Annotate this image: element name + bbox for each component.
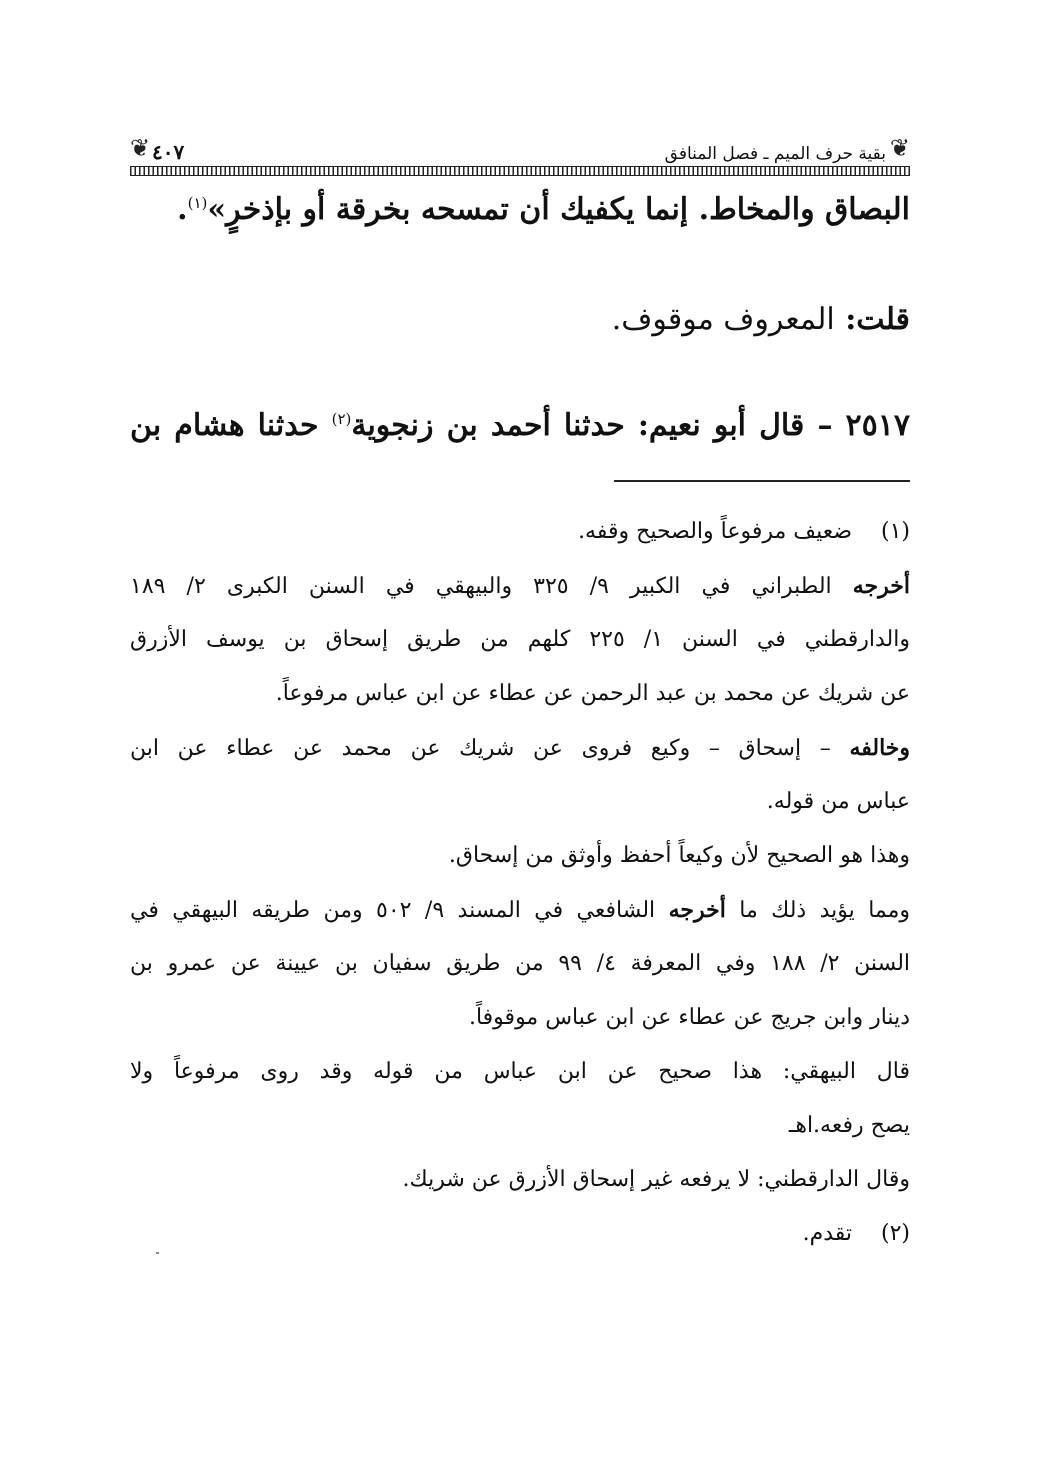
main-text-line: قلت: المعروف موقوف. bbox=[611, 302, 910, 337]
footnote-line: وقال الدارقطني: لا يرفعه غير إسحاق الأزرق عن شريك. bbox=[402, 1167, 910, 1192]
footnote-line: عباس من قوله. bbox=[766, 789, 910, 814]
footnote-line: ومما يؤيد ذلك ما أخرجه الشافعي في المسند ٩/ ٥٠٢ ومن طريقه البيهقي في bbox=[130, 897, 911, 923]
footnote-line: السنن ٢/ ١٨٨ وفي المعرفة ٤/ ٩٩ من طريق سفيان بن عيينة عن عمرو بن bbox=[130, 951, 911, 976]
footnote-ref: (١) bbox=[187, 194, 208, 212]
page-number: ٤٠٧ bbox=[152, 140, 185, 164]
ornament-icon: ❦ bbox=[889, 134, 910, 162]
footnote-separator bbox=[614, 480, 910, 482]
footnote-line: أخرجه الطبراني في الكبير ٩/ ٣٢٥ والبيهقي في السنن الكبرى ٢/ ١٨٩ bbox=[130, 573, 910, 599]
footnote-line: وخالفه – إسحاق – وكيع فروى عن شريك عن محمد عن عطاء عن ابن bbox=[130, 735, 910, 761]
ornament-icon: ❦ bbox=[130, 134, 151, 162]
header-divider bbox=[130, 166, 910, 176]
footnote-line: عن شريك عن محمد بن عبد الرحمن عن عطاء عن ابن عباس مرفوعاً. bbox=[275, 681, 910, 706]
footnote-marker: (١) bbox=[880, 519, 910, 544]
speck-mark bbox=[156, 1252, 159, 1254]
footnote-line: دينار وابن جريج عن عطاء عن ابن عباس موقوفاً. bbox=[468, 1005, 910, 1030]
main-text-line: البصاق والمخاط. إنما يكفيك أن تمسحه بخرقة أو بإذخرٍ»$^{(١)}$. bbox=[177, 192, 910, 227]
footnote-line: وهذا هو الصحيح لأن وكيعاً أحفظ وأوثق من إسحاق. bbox=[448, 843, 910, 868]
footnote-line: قال البيهقي: هذا صحيح عن ابن عباس من قوله وقد روى مرفوعاً ولا bbox=[130, 1059, 910, 1084]
footnote-ref: (٢) bbox=[331, 410, 352, 428]
footnote-line: يصح رفعه.اهـ bbox=[788, 1113, 910, 1138]
main-text-line: ٢٥١٧ – قال أبو نعيم: حدثنا أحمد بن زنجوية$^{(٢)}$ حدثنا هشام بن bbox=[130, 408, 910, 443]
footnotes bbox=[130, 505, 910, 1261]
footnote-line: والدارقطني في السنن ١/ ٢٢٥ كلهم من طريق إسحاق بن يوسف الأزرق bbox=[130, 627, 910, 652]
header-title: بقية حرف الميم ـ فصل المنافق bbox=[664, 144, 886, 164]
footnote-line: (٢)تقدم. bbox=[130, 1207, 910, 1261]
footnote-marker: (٢) bbox=[880, 1221, 910, 1246]
running-header bbox=[130, 128, 910, 178]
footnote-line: (١)ضعيف مرفوعاً والصحيح وقفه. bbox=[130, 505, 910, 559]
